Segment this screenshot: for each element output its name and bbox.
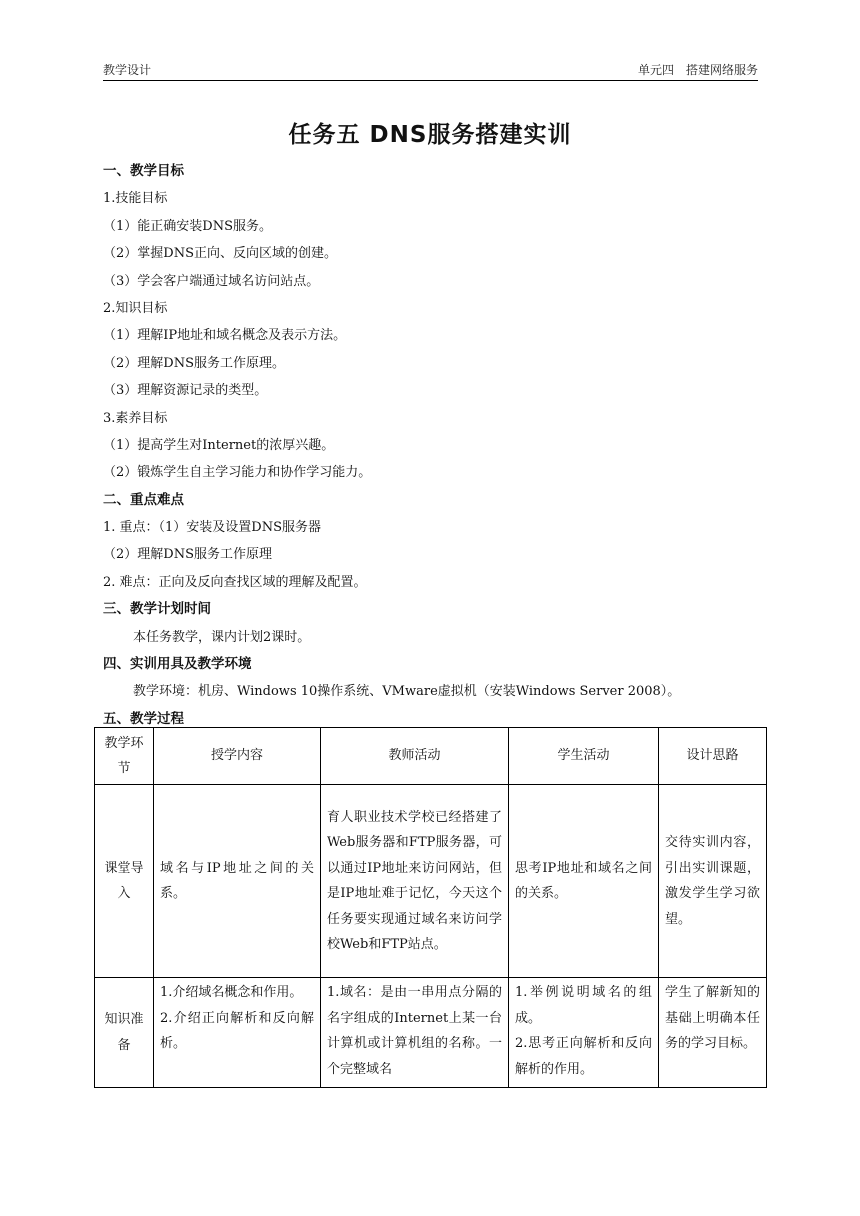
list-item: （1）提高学生对Internet的浓厚兴趣。 — [103, 437, 335, 453]
table-cell-content: 1.介绍域名概念和作用。 2.介绍正向解析和反向解析。 — [154, 978, 321, 1088]
table-cell-teacher: 1.域名：是由一串用点分隔的名字组成的Internet上某一台计算机或计算机组的名称。一个完整域名 — [321, 978, 509, 1088]
table-header-cell: 学生活动 — [509, 728, 659, 785]
table-header-cell: 教师活动 — [321, 728, 509, 785]
page-header — [103, 61, 758, 79]
list-item: 2. 难点：正向及反向查找区域的理解及配置。 — [103, 574, 367, 590]
header-unit-title: 搭建网络服务 — [685, 63, 758, 77]
page-title: 任务五 DNS服务搭建实训 — [288, 122, 572, 148]
list-item: 1. 重点：（1）安装及设置DNS服务器 — [103, 520, 322, 536]
list-item: （2）掌握DNS正向、反向区域的创建。 — [103, 246, 337, 262]
list-item: （3）学会客户端通过域名访问站点。 — [103, 273, 320, 289]
section-heading: 五、教学过程 — [103, 710, 184, 727]
section-heading: 四、实训用具及教学环境 — [103, 656, 252, 673]
table-cell-teacher: 育人职业技术学校已经搭建了Web服务器和FTP服务器，可以通过IP地址来访问网站，但是IP地址难于记忆，今天这个任务要实现通过域名来访问学校Web和FTP站点。 — [321, 785, 509, 978]
table-header-cell: 教学环节 — [95, 728, 154, 785]
process-table — [94, 727, 767, 1088]
list-item: （2）锻炼学生自主学习能力和协作学习能力。 — [103, 465, 372, 481]
table-row — [95, 785, 767, 978]
table-cell-student: 思考IP地址和域名之间的关系。 — [509, 785, 659, 978]
table-cell-content: 域名与IP地址之间的关系。 — [154, 785, 321, 978]
paragraph: 教学环境：机房、Windows 10操作系统、VMware虚拟机（安装Windows Server 2008）。 — [133, 684, 681, 700]
paragraph: 本任务教学，课内计划2课时。 — [133, 629, 311, 645]
list-item: （2）理解DNS服务工作原理。 — [103, 355, 285, 371]
table-cell-design: 交待实训内容，引出实训课题，激发学生学习欲望。 — [659, 785, 767, 978]
subheading: 2.知识目标 — [103, 300, 168, 316]
table-header-cell: 设计思路 — [659, 728, 767, 785]
section-heading: 二、重点难点 — [103, 491, 184, 508]
table-header-row — [95, 728, 767, 785]
list-item: （1）理解IP地址和域名概念及表示方法。 — [103, 328, 347, 344]
table-cell-stage: 课堂导入 — [95, 785, 154, 978]
subheading: 3.素养目标 — [103, 410, 168, 426]
section-heading: 三、教学计划时间 — [103, 601, 211, 618]
document-body — [103, 158, 763, 733]
table-cell-stage: 知识准备 — [95, 978, 154, 1088]
list-item: （2）理解DNS服务工作原理 — [103, 547, 272, 563]
header-left-label: 教学设计 — [103, 63, 152, 77]
table-cell-design: 学生了解新知的基础上明确本任务的学习目标。 — [659, 978, 767, 1088]
table-row — [95, 978, 767, 1088]
list-item: （3）理解资源记录的类型。 — [103, 383, 268, 399]
header-rule — [103, 80, 758, 81]
header-unit: 单元四 — [637, 63, 674, 77]
subheading: 1.技能目标 — [103, 191, 168, 207]
header-right-label — [638, 61, 758, 79]
section-heading: 一、教学目标 — [103, 163, 184, 179]
list-item: （1）能正确安装DNS服务。 — [103, 218, 272, 234]
table-header-cell: 授学内容 — [154, 728, 321, 785]
table-cell-student: 1.举例说明域名的组成。 2.思考正向解析和反向解析的作用。 — [509, 978, 659, 1088]
